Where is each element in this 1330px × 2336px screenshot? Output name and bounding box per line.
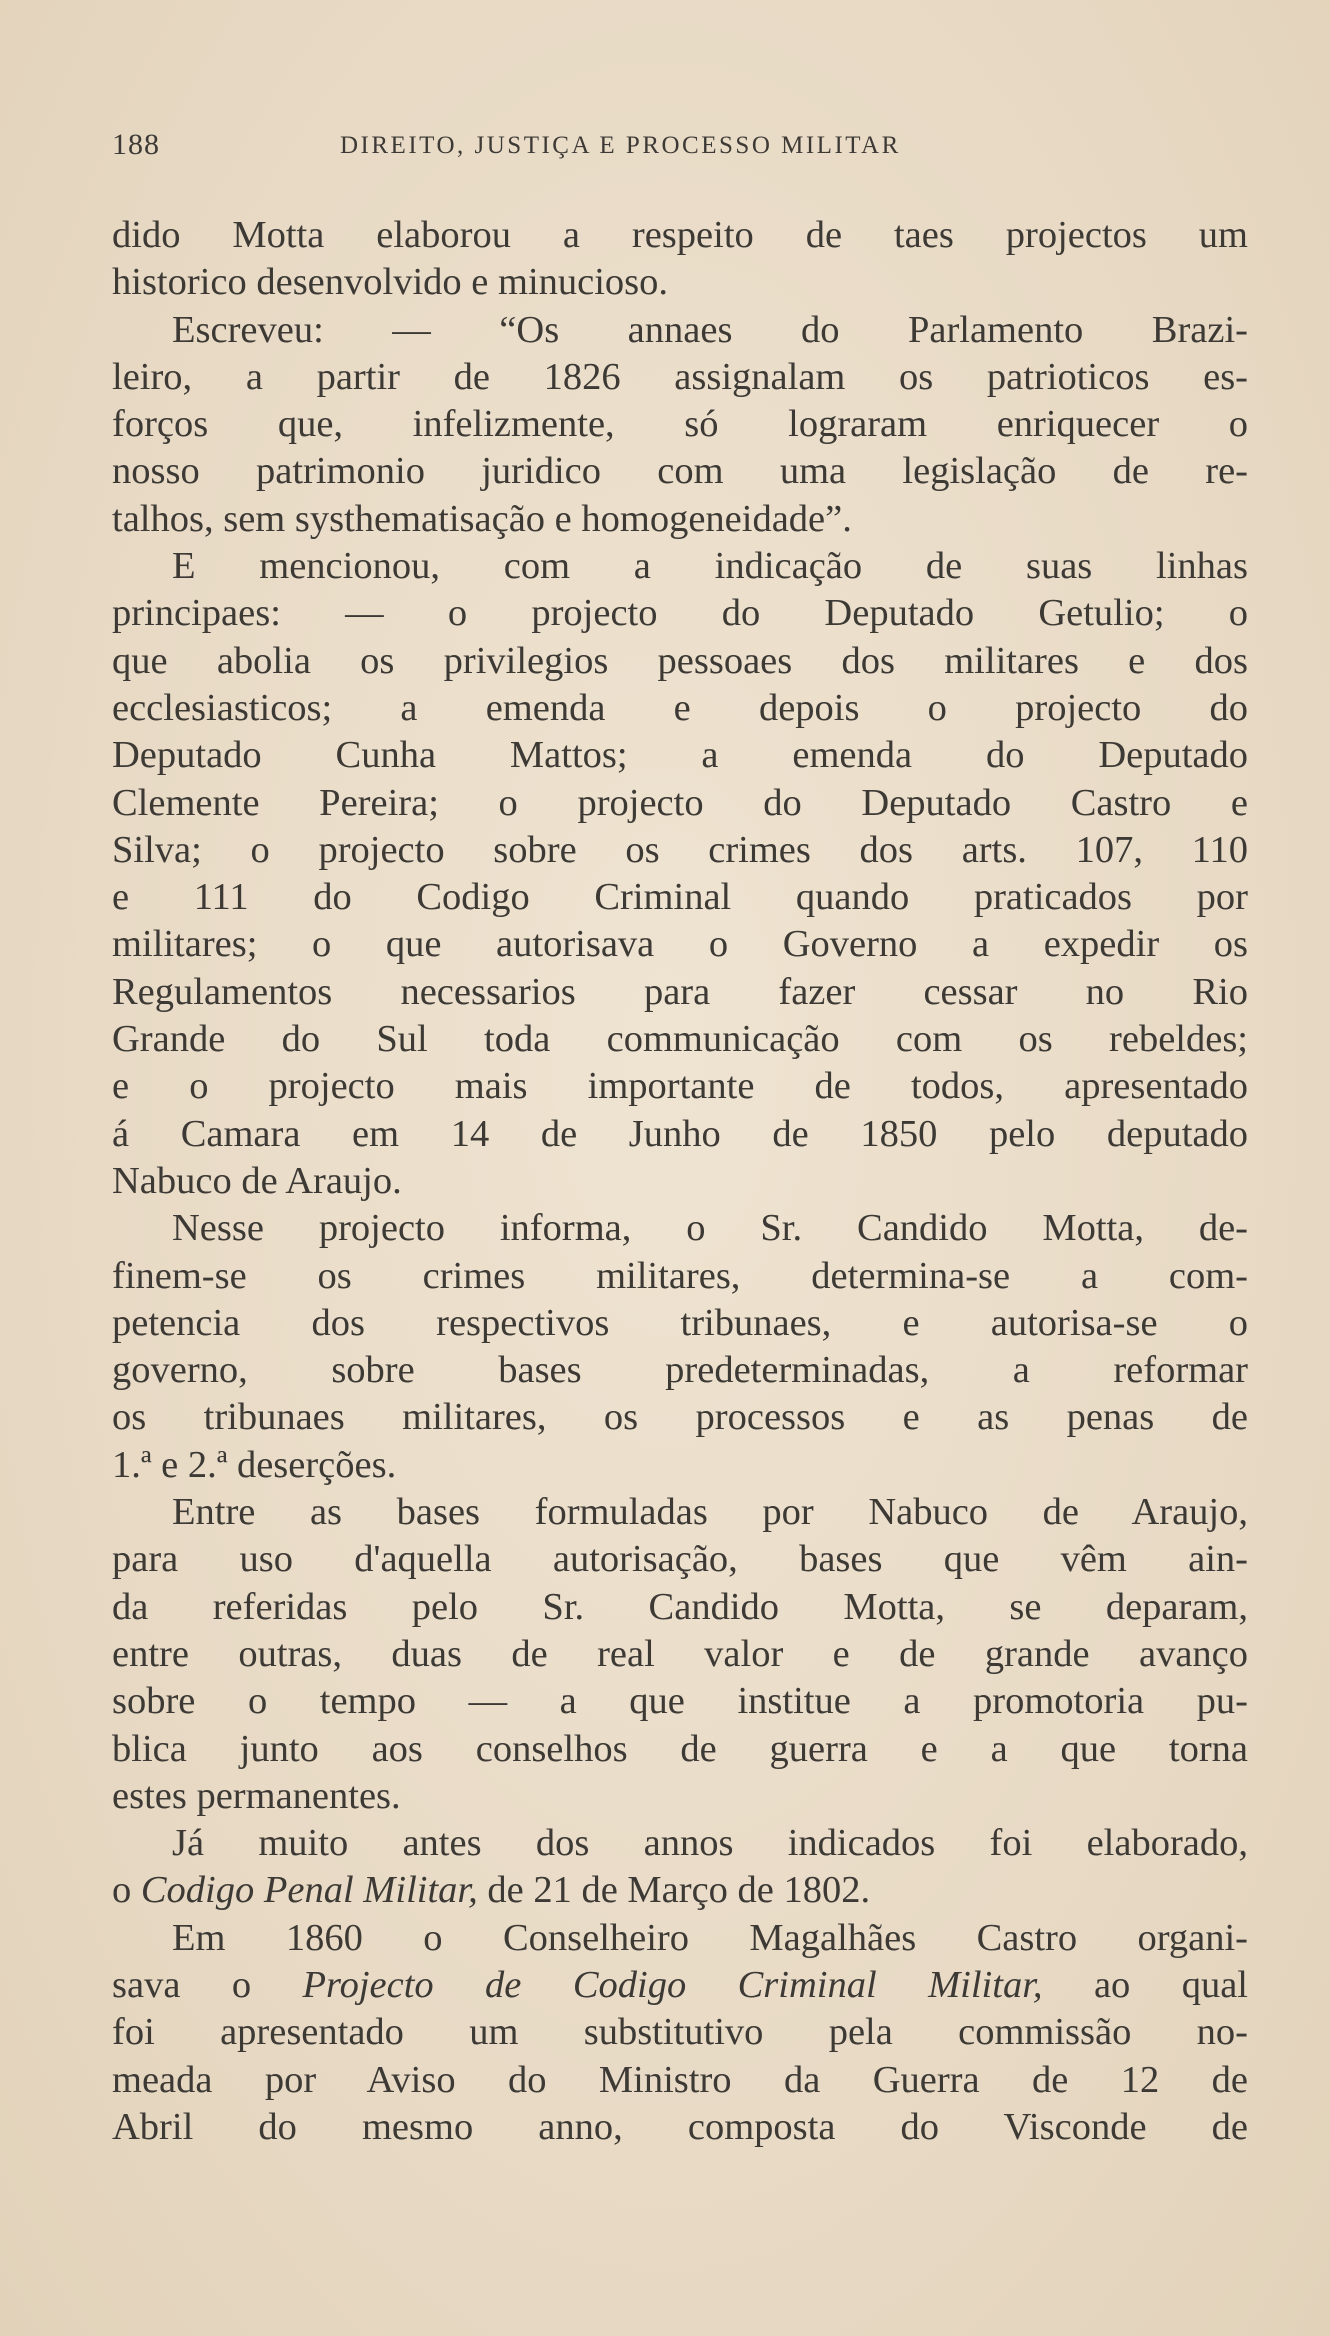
text-segment: de 21 de Março de 1802. [477, 1869, 871, 1912]
running-head: DIREITO, JUSTIÇA E PROCESSO MILITAR [340, 132, 901, 159]
page-header [112, 128, 1232, 168]
text-line: historico desenvolvido e minucioso. [112, 261, 669, 304]
text-line: talhos, sem systhematisação e homogeneidade”. [112, 497, 852, 540]
text-line: 1.ª e 2.ª deserções. [112, 1443, 397, 1486]
text-line: que abolia os privilegios pessoaes dos militares e dos [112, 639, 1248, 682]
text-line: finem-se os crimes militares, determina-se a com- [112, 1254, 1248, 1297]
text-segment: o [112, 1869, 141, 1912]
text-line: Silva; o projecto sobre os crimes dos arts. 107, 110 [112, 828, 1248, 871]
text-line [112, 1962, 1248, 2009]
text-line [112, 1820, 1248, 1867]
text-line: blica junto aos conselhos de guerra e a que torna [112, 1727, 1248, 1770]
text-line [112, 1915, 1248, 1962]
text-line: E mencionou, com a indicação de suas linhas [172, 545, 1248, 588]
text-line: da referidas pelo Sr. Candido Motta, se deparam, [112, 1585, 1248, 1628]
text-line: e o projecto mais importante de todos, apresentado [112, 1065, 1248, 1108]
text-line: Nabuco de Araujo. [112, 1159, 402, 1202]
text-line: Escreveu: — “Os annaes do Parlamento Brazi- [172, 308, 1248, 351]
italic-title: Projecto de Codigo Criminal Militar, [302, 1963, 1043, 2006]
text-line: governo, sobre bases predeterminadas, a reformar [112, 1349, 1248, 1392]
text-line: sobre o tempo — a que institue a promotoria pu- [112, 1680, 1248, 1723]
text-line: Entre as bases formuladas por Nabuco de Araujo, [172, 1491, 1248, 1534]
text-line: meada por Aviso do Ministro da Guerra de 12 de [112, 2058, 1248, 2101]
text-line: Nesse projecto informa, o Sr. Candido Motta, de- [172, 1207, 1248, 1250]
text-line: Clemente Pereira; o projecto do Deputado Castro e [112, 781, 1248, 824]
text-line: entre outras, duas de real valor e de grande avanço [112, 1632, 1248, 1675]
text-line: leiro, a partir de 1826 assignalam os patrioticos es- [112, 355, 1248, 398]
text-line: os tribunaes militares, os processos e as penas de [112, 1396, 1248, 1439]
text-line: Grande do Sul toda communicação com os rebeldes; [112, 1018, 1248, 1061]
text-line: Regulamentos necessarios para fazer cessar no Rio [112, 970, 1248, 1013]
text-segment: ao qual [1042, 1963, 1248, 2006]
text-segment: Já muito antes dos annos indicados foi elaborado, [172, 1822, 1248, 1865]
text-line: á Camara em 14 de Junho de 1850 pelo deputado [112, 1112, 1248, 1155]
text-line: militares; o que autorisava o Governo a expedir os [112, 923, 1248, 966]
text-segment: sava o [112, 1963, 303, 2006]
text-line: Deputado Cunha Mattos; a emenda do Deputado [112, 734, 1248, 777]
text-line: estes permanentes. [112, 1774, 401, 1817]
text-line: e 111 do Codigo Criminal quando praticados por [112, 876, 1248, 919]
page-number: 188 [112, 128, 160, 161]
body-text [112, 212, 1248, 2151]
text-line: para uso d'aquella autorisação, bases que vêm ain- [112, 1538, 1248, 1581]
text-segment: Em 1860 o Conselheiro Magalhães Castro organi- [172, 1916, 1248, 1959]
text-line: ecclesiasticos; a emenda e depois o projecto do [112, 686, 1248, 729]
italic-title: Codigo Penal Militar, [140, 1869, 478, 1912]
text-line: foi apresentado um substitutivo pela commissão no- [112, 2011, 1248, 2054]
text-line: forços que, infelizmente, só lograram enriquecer o [112, 403, 1248, 446]
text-line: dido Motta elaborou a respeito de taes projectos um [112, 214, 1248, 256]
text-line [112, 1867, 1248, 1914]
text-line: nosso patrimonio juridico com uma legislação de re- [112, 450, 1248, 493]
text-line: Abril do mesmo anno, composta do Visconde de [112, 2105, 1248, 2148]
text-line: principaes: — o projecto do Deputado Getulio; o [112, 592, 1248, 635]
text-line: petencia dos respectivos tribunaes, e autorisa-se o [112, 1301, 1248, 1344]
